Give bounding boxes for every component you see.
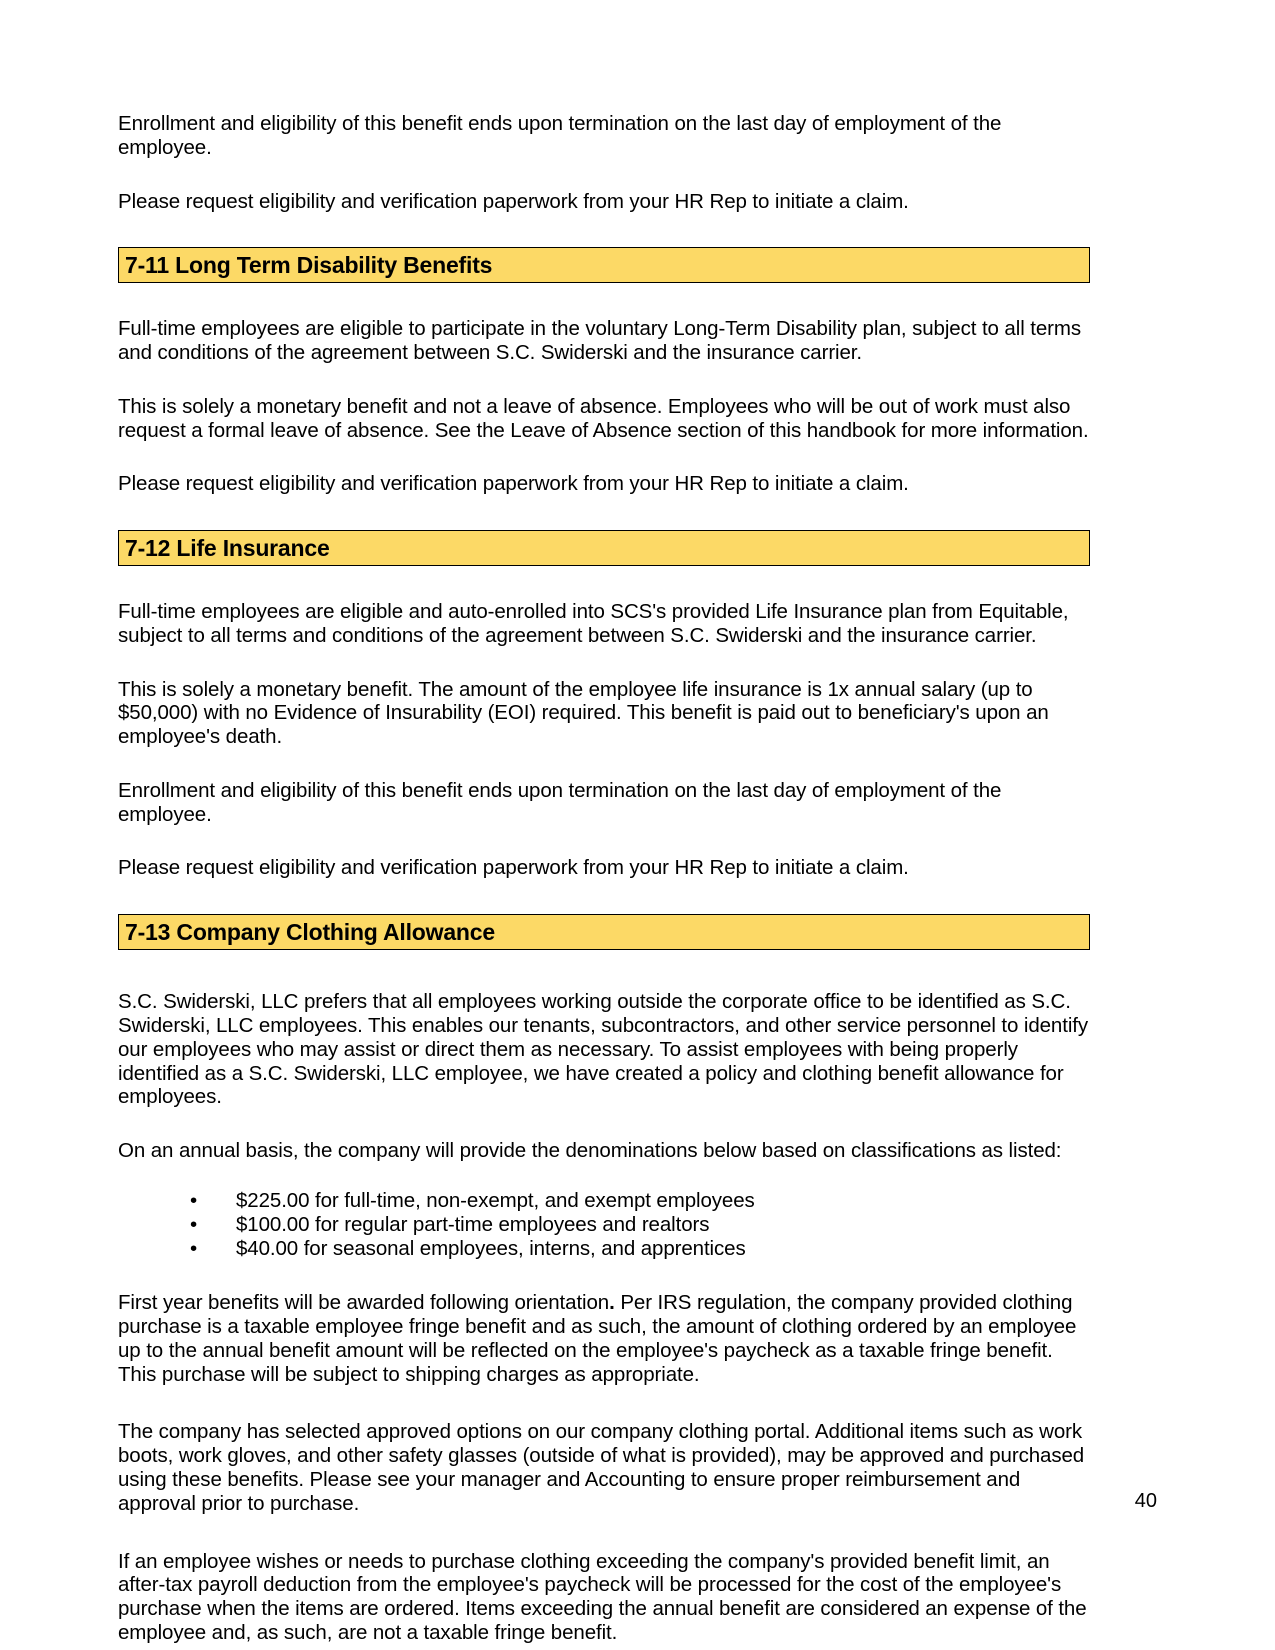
first-year-text-a: First year benefits will be awarded following orientation: [118, 1291, 610, 1315]
paragraph-7-13-exceeding: If an employee wishes or needs to purchase clothing exceeding the company's provided benefit limit, an after-tax payroll deduction from the employee's paycheck will be processed for the cost of the employee's purchase when the items are ordered. Items exceeding the annual benefit are considered an expense of the employee and, as such, are not a taxable fringe benefit.: [118, 1549, 1087, 1644]
paragraph-7-11-3: Please request eligibility and verification paperwork from your HR Rep to initiate a claim.: [118, 472, 909, 496]
list-item-label: $40.00 for seasonal employees, interns, and apprentices: [236, 1237, 746, 1261]
spacer: [118, 442, 1090, 472]
bullet-icon: •: [190, 1188, 198, 1212]
spacer: [118, 880, 1090, 914]
paragraph-7-11-1: Full-time employees are eligible to participate in the voluntary Long-Term Disability plan, subject to all terms and conditions of the agreement between S.C. Swiderski and the insurance carrier.: [118, 317, 1081, 365]
spacer: [118, 213, 1090, 247]
first-year-bold-period: .: [609, 1291, 615, 1315]
spacer: [118, 749, 1090, 779]
list-item: [190, 1213, 1090, 1237]
list-item: [190, 1189, 1090, 1213]
section-heading-label: 7-12 Life Insurance: [125, 534, 330, 561]
paragraph-7-11-2: This is solely a monetary benefit and not a leave of absence. Employees who will be out of work must also request a formal leave of absence. See the Leave of Absence section of this handbook for more information.: [118, 394, 1089, 442]
section-heading-label: 7-11 Long Term Disability Benefits: [125, 251, 493, 278]
spacer: [118, 1163, 1090, 1189]
list-item: [190, 1237, 1090, 1261]
spacer: [118, 1109, 1090, 1139]
paragraph-7-12-3: Enrollment and eligibility of this benefit ends upon termination on the last day of employment of the employee.: [118, 778, 1002, 826]
section-heading-7-13: [118, 914, 1090, 950]
paragraph-7-12-4: Please request eligibility and verification paperwork from your HR Rep to initiate a claim.: [118, 856, 909, 880]
spacer: [118, 826, 1090, 856]
page-content: [118, 112, 1090, 1645]
clothing-allowance-list: [118, 1189, 1090, 1262]
paragraph-intro-2: Please request eligibility and verification paperwork from your HR Rep to initiate a claim.: [118, 189, 909, 213]
paragraph-7-13-2: On an annual basis, the company will provide the denominations below based on classifications as listed:: [118, 1139, 1062, 1163]
bullet-icon: •: [190, 1213, 198, 1237]
paragraph-7-13-portal: The company has selected approved options on our company clothing portal. Additional items such as work boots, work gloves, and other safety glasses (outside of what is provided), may be approved and purchased using these benefits. Please see your manager and Accounting to ensure proper reimbursement and approval prior to purchase.: [118, 1420, 1085, 1515]
paragraph-intro-1: Enrollment and eligibility of this benefit ends upon termination on the last day of employment of the employee.: [118, 112, 1002, 159]
spacer: [118, 365, 1090, 395]
page-number: 40: [1134, 1490, 1157, 1512]
section-heading-7-12: [118, 530, 1090, 566]
spacer: [118, 1516, 1090, 1550]
paragraph-7-12-1: Full-time employees are eligible and auto-enrolled into SCS's provided Life Insurance plan from Equitable, subject to all terms and conditions of the agreement between S.C. Swiderski and the insurance carrier.: [118, 600, 1069, 647]
list-item-label: $225.00 for full-time, non-exempt, and exempt employees: [236, 1188, 755, 1212]
spacer: [118, 1261, 1090, 1291]
first-year-text-b: Per IRS regulation, the company provided clothing purchase is a taxable employee fringe benefit and as such, the amount of clothing ordered by an employee up to the annual benefit amount will be reflected on the employee's paycheck as a taxable fringe benefit. This purchase will be subject to shipping charges as appropriate.: [118, 1291, 1077, 1386]
spacer: [118, 1386, 1090, 1420]
paragraph-7-13-1: S.C. Swiderski, LLC prefers that all employees working outside the corporate office to be identified as S.C. Swiderski, LLC employees. This enables our tenants, subcontractors, and other service personnel to identify our employees who may assist or direct them as necessary. To assist employees with being properly identified as a S.C. Swiderski, LLC employee, we have created a policy and clothing benefit allowance for employees.: [118, 990, 1089, 1109]
spacer: [118, 160, 1090, 190]
section-heading-7-11: [118, 247, 1090, 283]
spacer: [118, 950, 1090, 990]
list-item-label: $100.00 for regular part-time employees and realtors: [236, 1213, 710, 1237]
paragraph-7-12-2: This is solely a monetary benefit. The amount of the employee life insurance is 1x annual salary (up to $50,000) with no Evidence of Insurability (EOI) required. This benefit is paid out to beneficiary's upon an employee's death.: [118, 677, 1049, 749]
spacer: [118, 648, 1090, 678]
paragraph-7-13-first-year: [118, 1291, 1090, 1386]
section-heading-label: 7-13 Company Clothing Allowance: [125, 918, 495, 945]
spacer: [118, 283, 1090, 317]
spacer: [118, 496, 1090, 530]
spacer: [118, 566, 1090, 600]
bullet-icon: •: [190, 1237, 198, 1261]
